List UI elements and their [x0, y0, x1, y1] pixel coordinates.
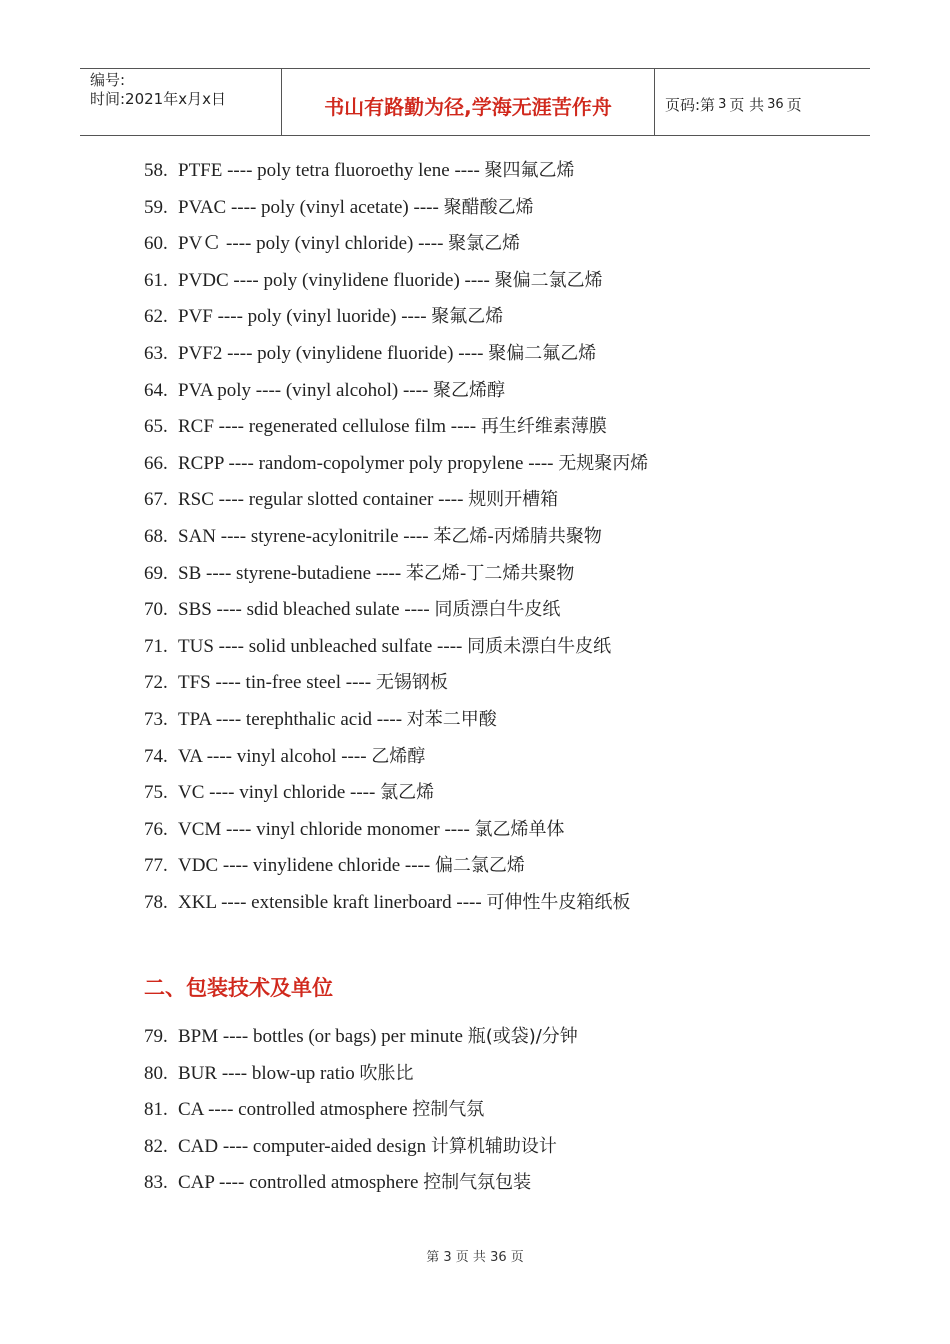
item-chinese: 聚偏二氯乙烯	[494, 269, 603, 291]
header-page-prefix: 页码:第	[665, 95, 716, 114]
item-english: VCM ---- vinyl chloride monomer ----	[178, 818, 475, 840]
item-chinese: 氯乙烯单体	[474, 818, 565, 840]
list-item	[144, 1024, 578, 1061]
item-number: 62.	[144, 306, 168, 328]
item-number: 60.	[144, 233, 168, 255]
item-number: 66.	[144, 452, 168, 474]
list-item	[144, 487, 648, 524]
section-title: 二、包装技术及单位	[144, 976, 333, 1000]
list-item	[144, 451, 648, 488]
item-english: CA ---- controlled atmosphere	[178, 1099, 413, 1121]
header-page-info	[655, 69, 870, 135]
item-number: 73.	[144, 708, 168, 730]
item-number: 65.	[144, 416, 168, 438]
item-number: 63.	[144, 342, 168, 364]
list-item	[144, 1097, 578, 1134]
item-number: 68.	[144, 525, 168, 547]
item-chinese: 控制气氛包装	[423, 1172, 532, 1194]
item-number: 58.	[144, 160, 168, 181]
header-page-mid: 页 共	[729, 95, 765, 114]
item-chinese: 吹胀比	[359, 1062, 414, 1084]
footer-suffix: 页	[510, 1250, 524, 1265]
item-english: SB ---- styrene-butadiene ----	[178, 562, 406, 584]
item-english: PTFE ---- poly tetra fluoroethy lene ----	[178, 160, 485, 181]
footer-mid: 页 共	[455, 1250, 486, 1265]
item-english: PVＣ ---- poly (vinyl chloride) ----	[178, 233, 449, 255]
list-item	[144, 890, 648, 927]
item-number: 59.	[144, 196, 168, 218]
packaging-abbreviation-list	[144, 1024, 578, 1207]
item-english: RSC ---- regular slotted container ----	[178, 489, 469, 511]
item-english: CAP ---- controlled atmosphere	[178, 1172, 424, 1194]
list-item	[144, 524, 648, 561]
item-number: 64.	[144, 379, 168, 401]
item-number: 76.	[144, 818, 168, 840]
item-english: PVF2 ---- poly (vinylidene fluoride) ----	[178, 342, 489, 364]
item-chinese: 对苯二甲酸	[406, 708, 497, 730]
item-chinese: 计算机辅助设计	[430, 1135, 557, 1157]
item-chinese: 同质漂白牛皮纸	[434, 599, 561, 621]
list-item	[144, 341, 648, 378]
item-english: TFS ---- tin-free steel ----	[178, 672, 376, 694]
item-chinese: 氯乙烯	[380, 782, 435, 804]
header-meta	[80, 69, 282, 135]
page-header	[80, 68, 870, 136]
list-item	[144, 1061, 578, 1098]
list-item	[144, 744, 648, 781]
page-footer	[0, 1246, 950, 1265]
item-chinese: 无锡钢板	[375, 672, 448, 694]
item-number: 78.	[144, 891, 168, 913]
item-english: BUR ---- blow-up ratio	[178, 1062, 360, 1084]
item-english: XKL ---- extensible kraft linerboard ----	[178, 891, 487, 913]
item-chinese: 聚乙烯醇	[433, 379, 506, 401]
footer-current: 3	[443, 1250, 452, 1265]
item-number: 75.	[144, 782, 168, 804]
header-page-suffix: 页	[786, 95, 802, 114]
item-chinese: 聚四氟乙烯	[484, 160, 575, 181]
item-chinese: 聚氯乙烯	[448, 233, 521, 255]
item-number: 74.	[144, 745, 168, 767]
item-english: PVAC ---- poly (vinyl acetate) ----	[178, 196, 444, 218]
item-number: 82.	[144, 1135, 168, 1157]
item-number: 67.	[144, 489, 168, 511]
item-chinese: 再生纤维素薄膜	[480, 416, 607, 438]
item-chinese: 规则开槽箱	[468, 489, 559, 511]
item-english: PVA poly ---- (vinyl alcohol) ----	[178, 379, 434, 401]
item-number: 80.	[144, 1062, 168, 1084]
item-number: 61.	[144, 269, 168, 291]
item-english: TUS ---- solid unbleached sulfate ----	[178, 635, 468, 657]
header-time-label: 时间:2021年x月x日	[90, 90, 226, 108]
item-number: 77.	[144, 855, 168, 877]
item-number: 81.	[144, 1099, 168, 1121]
list-item	[144, 670, 648, 707]
item-number: 79.	[144, 1026, 168, 1047]
list-item	[144, 268, 648, 305]
item-english: BPM ---- bottles (or bags) per minute	[178, 1026, 468, 1047]
list-item	[144, 707, 648, 744]
item-chinese: 瓶(或袋)/分钟	[467, 1026, 578, 1047]
item-english: VA ---- vinyl alcohol ----	[178, 745, 372, 767]
item-chinese: 同质未漂白牛皮纸	[467, 635, 612, 657]
item-chinese: 聚偏二氟乙烯	[488, 342, 597, 364]
list-item	[144, 304, 648, 341]
item-number: 70.	[144, 599, 168, 621]
item-english: RCF ---- regenerated cellulose film ----	[178, 416, 481, 438]
header-page-current: 3	[718, 96, 727, 112]
list-item	[144, 634, 648, 671]
list-item	[144, 414, 648, 451]
item-english: PVDC ---- poly (vinylidene fluoride) ----	[178, 269, 495, 291]
footer-total: 36	[490, 1250, 507, 1265]
item-chinese: 可伸性牛皮箱纸板	[486, 891, 631, 913]
item-english: VC ---- vinyl chloride ----	[178, 782, 381, 804]
item-number: 72.	[144, 672, 168, 694]
header-motto: 书山有路勤为径,学海无涯苦作舟	[282, 69, 655, 135]
list-item	[144, 817, 648, 854]
item-chinese: 聚醋酸乙烯	[443, 196, 534, 218]
item-chinese: 无规聚丙烯	[558, 452, 649, 474]
list-item	[144, 1134, 578, 1171]
footer-prefix: 第	[426, 1250, 440, 1265]
item-number: 69.	[144, 562, 168, 584]
list-item	[144, 561, 648, 598]
item-english: PVF ---- poly (vinyl luoride) ----	[178, 306, 432, 328]
header-page-total: 36	[767, 96, 784, 112]
item-english: SAN ---- styrene-acylonitrile ----	[178, 525, 434, 547]
list-item	[144, 780, 648, 817]
list-item	[144, 597, 648, 634]
list-item	[144, 158, 648, 195]
item-number: 83.	[144, 1172, 168, 1194]
list-item	[144, 378, 648, 415]
list-item	[144, 1170, 578, 1207]
item-chinese: 苯乙烯-丁二烯共聚物	[405, 562, 575, 584]
item-chinese: 乙烯醇	[371, 745, 426, 767]
item-chinese: 聚氟乙烯	[431, 306, 504, 328]
list-item	[144, 195, 648, 232]
item-chinese: 苯乙烯-丙烯腈共聚物	[433, 525, 602, 547]
item-english: CAD ---- computer-aided design	[178, 1135, 431, 1157]
item-english: VDC ---- vinylidene chloride ----	[178, 855, 435, 877]
list-item	[144, 853, 648, 890]
item-chinese: 偏二氯乙烯	[434, 855, 525, 877]
item-english: SBS ---- sdid bleached sulate ----	[178, 599, 435, 621]
list-item	[144, 231, 648, 268]
item-chinese: 控制气氛	[412, 1099, 485, 1121]
abbreviation-list	[144, 158, 648, 926]
item-number: 71.	[144, 635, 168, 657]
item-english: TPA ---- terephthalic acid ----	[178, 708, 407, 730]
item-english: RCPP ---- random-copolymer poly propylene ----	[178, 452, 559, 474]
header-number-label: 编号:	[90, 71, 126, 89]
